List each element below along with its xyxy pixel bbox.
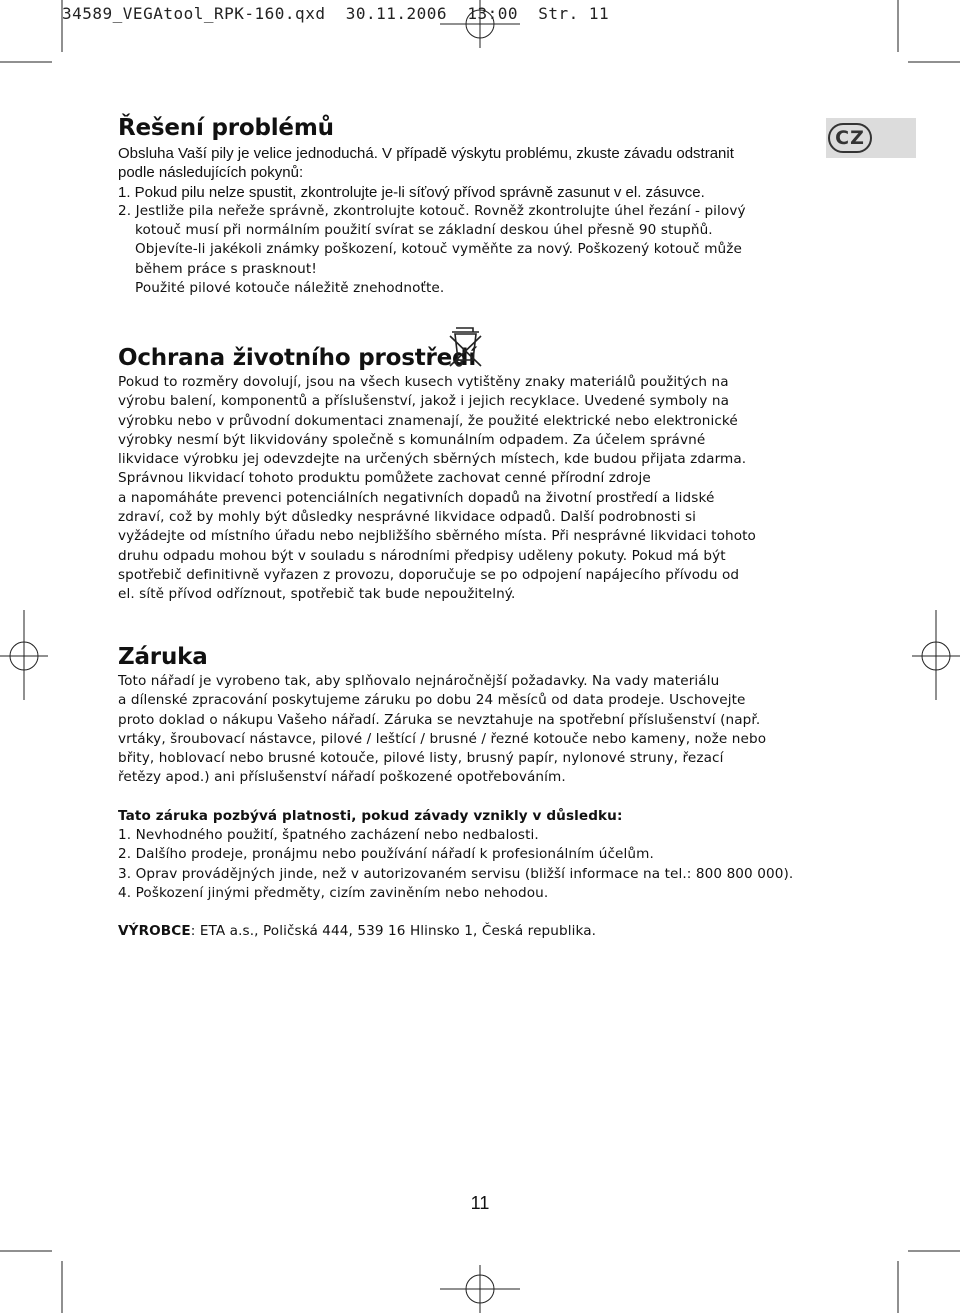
language-label: CZ xyxy=(828,123,872,153)
manufacturer-text: : ETA a.s., Poličská 444, 539 16 Hlinsko 1, Česká republika. xyxy=(190,923,597,940)
crossed-out-wheelie-bin-icon xyxy=(447,324,485,370)
text-line: vyžádejte od místního úřadu nebo nejbližšího sběrného místa. Při nesprávné likvidaci tohoto xyxy=(118,528,756,545)
list-item: 1. Nevhodného použití, špatného zacházení nebo nedbalosti. xyxy=(118,827,539,844)
section-title: Ochrana životního prostředí xyxy=(118,345,477,371)
text-line: Obsluha Vaší pily je velice jednoduchá. V případě výskytu problému, zkuste závadu odstranit xyxy=(118,145,734,162)
text-line: Pokud to rozměry dovolují, jsou na všech kusech vytištěny znaky materiálů použitých na xyxy=(118,374,729,390)
text-line: 1. Pokud pilu nelze spustit, zkontrolujte je-li síťový přívod správně zasunut v el. zásuvce. xyxy=(118,183,705,201)
manufacturer-line xyxy=(118,922,828,941)
file-slug: 34589_VEGAtool_RPK-160.qxd 30.11.2006 13:00 Str. 11 xyxy=(62,4,610,23)
text-line: Toto nářadí je vyrobeno tak, aby splňovalo nejnáročnější požadavky. Na vady materiálu xyxy=(118,673,720,689)
void-heading: Tato záruka pozbývá platnosti, pokud závady vznikly v důsledku: xyxy=(118,807,623,824)
text-line: vrtáky, šroubovací nástavce, pilové / leštící / brusné / řezné kotouče nebo kameny, nože nebo xyxy=(118,730,767,747)
section-title: Řešení problémů xyxy=(118,115,334,141)
text-line: likvidace výrobku jej odevzdejte na určených sběrných místech, kde budou přijata zdarma. xyxy=(118,451,747,468)
page-number: 11 xyxy=(470,1193,490,1213)
section-troubleshooting xyxy=(118,115,828,298)
text-line: spotřebič definitivně vyřazen z provozu, doporučuje se po odpojení napájecího přívodu od xyxy=(118,566,740,583)
list-item: 4. Poškození jinými předměty, cizím zaviněním nebo nehodou. xyxy=(118,884,549,901)
text-line: druhu odpadu mohou být v souladu s národními předpisy uděleny pokuty. Pokud má být xyxy=(118,547,726,564)
text-line: zdraví, což by mohly být důsledky nesprávné likvidace odpadů. Další podrobnosti si xyxy=(118,509,697,526)
section-warranty xyxy=(118,644,828,942)
text-line: břity, hoblovací nebo brusné kotouče, pilové listy, brusný papír, nylonové struny, řezací xyxy=(118,750,724,767)
text-line: výrobku nebo v průvodní dokumentaci znamenají, že použité elektrické nebo elektronické xyxy=(118,412,738,429)
text-line: Správnou likvidací tohoto produktu pomůžete zachovat cenné přírodní zdroje xyxy=(118,470,651,487)
text-line: el. sítě přívod odříznout, spotřebič tak bude nepoužitelný. xyxy=(118,586,516,603)
text-line: během práce s prasknout! xyxy=(135,260,317,277)
text-line: a napomáháte prevenci potenciálních negativních dopadů na životní prostředí a lidské xyxy=(118,489,715,506)
list-item: 3. Oprav provádějných jinde, než v autorizovaném servisu (bližší informace na tel.: 800 800 000). xyxy=(118,865,794,882)
text-line: řetězy apod.) ani příslušenství nářadí poškozené opotřebováním. xyxy=(118,769,566,786)
text-line: podle následujících pokynů: xyxy=(118,164,304,182)
text-line: proto doklad o nákupu Vašeho nářadí. Záruka se nevztahuje na spotřební příslušenství (např. xyxy=(118,711,761,728)
section-title: Záruka xyxy=(118,644,208,670)
manufacturer-label: VÝROBCE xyxy=(118,923,191,940)
text-line: kotouč musí při normálním použití svírat se základní deskou úhel přesně 90 stupňů. xyxy=(135,222,713,239)
text-line: Použité pilové kotouče náležitě znehodnoťte. xyxy=(135,280,445,297)
text-line: a dílenské zpracování poskytujeme záruku po dobu 24 měsíců od data prodeje. Uschovejte xyxy=(118,692,746,709)
text-line: 2. Jestliže pila neřeže správně, zkontrolujte kotouč. Rovněž zkontrolujte úhel řezání - pilový xyxy=(118,202,746,219)
text-line: Objevíte-li jakékoli známky poškození, kotouč vyměňte za nový. Poškozený kotouč může xyxy=(135,241,742,258)
list-item: 2. Dalšího prodeje, pronájmu nebo používání nářadí k profesionálním účelům. xyxy=(118,846,654,863)
text-line: výrobky nesmí být likvidovány společně s komunálním odpadem. Za účelem správné xyxy=(118,431,706,448)
section-environment xyxy=(118,345,828,605)
text-line: výrobu balení, komponentů a příslušenství, jakož i jejich recyklace. Uvedené symboly na xyxy=(118,393,730,410)
